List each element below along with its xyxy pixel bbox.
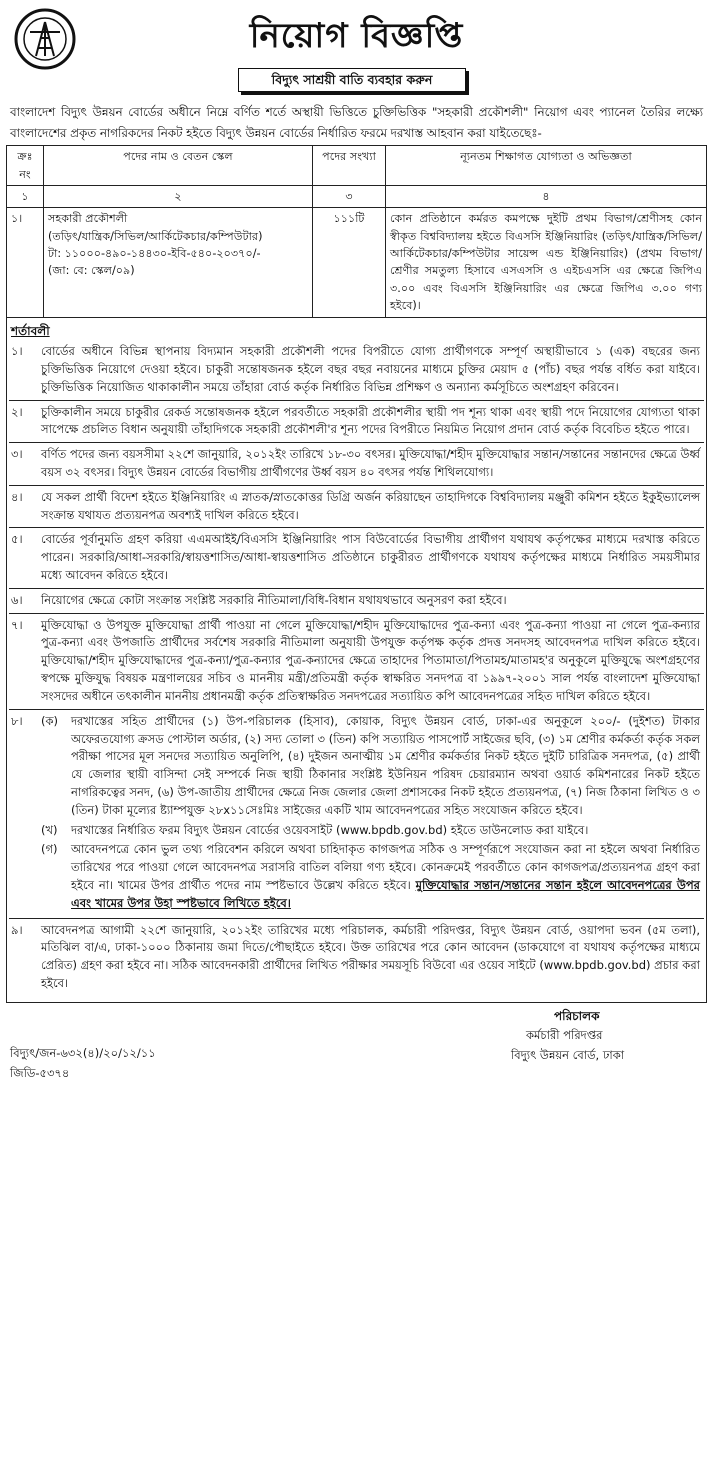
subitem-ga <box>41 841 700 912</box>
term-number: ৩। <box>11 447 23 462</box>
term-text: নিয়োগের ক্ষেত্রে কোটা সংক্রান্ত সংশ্লিষ্ট সরকারি নীতিমালা/বিধি-বিধান যথাযথভাবে অনুসরণ করা হইবে। <box>41 592 507 607</box>
terms-section <box>6 318 707 1003</box>
row-count: ১১১টি <box>313 208 386 317</box>
subitem-label: (ক) <box>41 713 59 728</box>
row-qualification: কোন প্রতিষ্ঠানে কর্মরত কমপক্ষে দুইটি প্রথম বিভাগ/শ্রেণীসহ কোন স্বীকৃত বিশ্ববিদ্যালয় হইতে বিএসসি ইঞ্জিনিয়ারিং (তড়িৎ/যান্ত্রিক/সিভিল/ আর্কিটেকচার/কম্পিউটার সায়েন্স এন্ড ইঞ্জিনিয়ারিং) (প্রথম বিভাগ/শ্রেণীর সমতুল্য হিসাবে এসএসসি ও এইচএসসি এর ক্ষেত্রে জিপিএ ৩.০০ এবং বিএসসি ইঞ্জিনিয়ারিং এর ক্ষেত্রে জিপিএ ৩.০০ গণ্য হইবে)। <box>386 208 707 317</box>
term-item <box>9 340 704 400</box>
subitem-text: আবেদনপত্রে কোন ভুল তথ্য পরিবেশন করিলে অথবা চাহিদাকৃত কাগজপত্র সঠিক ও সম্পূর্ণরূপে সংযোজন করা না হইলে অথবা নির্ধারিত তারিখের পরে পাওয়া গেলে আবেদনপত্র সরাসরি বাতিল বলিয়া গণ্য হইবে। কোনক্রমেই পরবর্তীতে কোন কাগজপত্র/প্রত্যয়নপত্র গ্রহণ করা হইবে না। খামের উপর প্রার্থীত পদের নাম স্পষ্টভাবে উল্লেখ করিতে হইবে। <box>71 842 700 893</box>
subitem-label: (গ) <box>41 842 58 857</box>
term-item <box>9 528 704 588</box>
term-number: ১। <box>11 344 23 359</box>
table-index-row <box>7 186 707 208</box>
term-text: চুক্তিকালীন সময়ে চাকুরীর রেকর্ড সন্তোষজনক হইলে পরবর্তীতে সহকারী প্রকৌশলীর স্থায়ী পদ শূন্য থাকা এবং স্থায়ী পদে নিয়োগের যোগ্যতা থাকা সাপেক্ষে প্রচলিত বিধান অনুযায়ী তাঁহাদিগকে সহকারী প্রকৌশলী'র শূন্য পদের বিপরীতে নিয়মিত নিয়োগ প্রদান বোর্ড কর্তৃক বিবেচিত হইতে পারে। <box>41 404 700 437</box>
post-discipline: (তড়িৎ/যান্ত্রিক/সিভিল/আর্কিটেকচার/কম্পিউটার) <box>48 229 263 243</box>
page-title: নিয়োগ বিজ্ঞপ্তি <box>249 16 464 56</box>
term-number: ৮। <box>11 713 23 728</box>
term-item-documents <box>9 710 704 919</box>
advertisement-page <box>6 4 707 1087</box>
term-item <box>9 486 704 529</box>
subitem-ka <box>41 713 700 820</box>
column-header-serial: ক্রঃ নং <box>7 146 44 186</box>
row-serial: ১। <box>7 208 44 317</box>
term-item <box>9 401 704 444</box>
footer <box>6 1007 707 1087</box>
term-text: বোর্ডের অধীনে বিভিন্ন স্থাপনায় বিদ্যমান সহকারী প্রকৌশলী পদের বিপরীতে যোগ্য প্রার্থীগণকে সম্পূর্ণ অস্থায়ীভাবে ১ (এক) বছরের জন্য চুক্তিভিত্তিক নিয়োগে দেওয়া হইবে। চাকুরী সন্তোষজনক হইলে বছর বছর নবায়নের মাধ্যমে চুক্তির মেয়াদ ৫ (পাঁচ) বছর পর্যন্ত বর্ধিত করা যাইবে। চুক্তিভিত্তিক নিয়োজিত থাকাকালীন সময়ে তাঁহারা বোর্ড কর্তৃক নির্ধারিত বিভিন্ন প্রশিক্ষণ ও অন্যান্য কর্মসূচিতে অংশগ্রহণ করিবেন। <box>41 344 700 394</box>
term-item <box>9 614 704 710</box>
subitem-text-wrapper <box>71 841 700 912</box>
table-header-row <box>7 146 707 186</box>
term-number: ৭। <box>11 617 23 632</box>
subitem-kha <box>41 822 700 840</box>
signatory-organization: বিদ্যুৎ উন্নয়ন বোর্ড, ঢাকা <box>511 1047 625 1062</box>
header <box>6 4 707 102</box>
term-number: ৪। <box>11 489 23 504</box>
terms-title: শর্তাবলী <box>11 323 50 338</box>
subitem-label: (খ) <box>41 822 58 837</box>
signatory-title: পরিচালক <box>554 1008 600 1023</box>
intro-paragraph: বাংলাদেশ বিদ্যুৎ উন্নয়ন বোর্ডের অধীনে নিম্নে বর্ণিত শর্তে অস্থায়ী ভিত্তিতে চুক্তিভিত্তিক "সহকারী প্রকৌশলী" নিয়োগ এবং প্যানেল তৈরির লক্ষ্যে বাংলাদেশের প্রকৃত নাগরিকদের নিকট হইতে বিদ্যুৎ উন্নয়ন বোর্ডের নির্ধারিত ফরমে দরখাস্ত আহবান করা যাইতেছেঃ- <box>10 105 703 140</box>
term-item <box>9 589 704 614</box>
term-item-submission <box>9 919 704 996</box>
term-text: আবেদনপত্র আগামী ২২শে জানুয়ারি, ২০১২ইং তারিখের মধ্যে পরিচালক, কর্মচারী পরিদপ্তর, বিদ্যুৎ উন্নয়ন বোর্ড, ওয়াপদা ভবন (৫ম তলা), মতিঝিল বা/এ, ঢাকা-১০০০ ঠিকানায় জমা দিতে/পৌছাইতে হইবে। উক্ত তারিখের পরে কোন আবেদন (ডাকযোগে বা যথাযথ কর্তৃপক্ষের মাধ্যমে প্রেরিত) গ্রহণ করা হইবে না। সঠিক আবেদনকারী প্রার্থীদের লিখিত পরীক্ষার সময়সূচি বিউবো এর ওয়েব সাইটে (www.bpdb.gov.bd) প্রচার করা হইবে। <box>41 922 700 991</box>
term-subitems <box>41 713 704 915</box>
term-number: ৯। <box>11 922 23 937</box>
table-row <box>7 208 707 317</box>
term-text: যে সকল প্রার্থী বিদেশ হইতে ইঞ্জিনিয়ারিং এ স্নাতক/স্নাতকোত্তর ডিগ্রি অর্জন করিয়াছেন তাহাদিগকে বিশ্ববিদ্যালয় মঞ্জুরী কমিশন হইতে ইকুইভ্যালেন্স সংক্রান্ত যথাযত প্রত্যয়নপত্র অবশ্যই দাখিল করিতে হইবে। <box>41 489 700 522</box>
posts-table <box>6 145 707 317</box>
signatory-department: কর্মচারী পরিদপ্তর <box>526 1027 603 1042</box>
index-cell: ৪ <box>386 186 707 208</box>
column-header-qualification: ন্যূনতম শিক্ষাগত যোগ্যতা ও অভিজ্ঞতা <box>386 146 707 186</box>
memo-reference: বিদ্যুৎ/জন-৬৩২(৪)/২০/১২/১১ <box>10 1045 156 1060</box>
term-item <box>9 443 704 486</box>
index-cell: ২ <box>44 186 313 208</box>
post-name: সহকারী প্রকৌশলী <box>48 212 128 226</box>
term-number: ২। <box>11 404 23 419</box>
subitem-text: দরখাস্তের নির্ধারিত ফরম বিদ্যুৎ উন্নয়ন বোর্ডের ওয়েবসাইট (www.bpdb.gov.bd) হইতে ডাউনলোড করা যাইবে। <box>71 822 589 837</box>
term-number: ৬। <box>11 592 23 607</box>
index-cell: ৩ <box>313 186 386 208</box>
post-grade: (জা: বে: স্কেল/০৯) <box>48 264 135 278</box>
subitem-text: দরখাস্তের সহিত প্রার্থীদের (১) উপ-পরিচালক (হিসাব), কোয়াক, বিদ্যুৎ উন্নয়ন বোর্ড, ঢাকা-এর অনুকূলে ২০০/- (দুইশত) টাকার অফেরতযোগ্য ক্রসড পোস্টাল অর্ডার, (২) সদ্য তোলা ৩ (তিন) কপি সত্যায়িত পাসপোর্ট সাইজের ছবি, (৩) ১ম শ্রেণীর কর্মকর্তা কর্তৃক সকল পরীক্ষা পাসের মূল সনদের সত্যায়িত অনুলিপি, (৪) দুইজন অনাত্মীয় ১ম শ্রেণীর কর্মকর্তার নিকট হইতে দুইটি চারিত্রিক সনদপত্র, (৫) প্রার্থী যে জেলার স্থায়ী বাসিন্দা সেই সম্পর্কে নিজ স্থায়ী ঠিকানার সংশ্লিষ্ট ইউনিয়ন পরিষদ চেয়ারম্যান অথবা ওয়ার্ড কমিশনারের নিকট হইতে নাগরিকত্বের সনদ, (৬) উপ-জাতীয় প্রার্থীদের ক্ষেত্রে নিজ জেলার জেলা প্রশাসকের নিকট হইতে প্রত্যয়নপত্র, (৭) নিজ ঠিকানা লিখিত ও ৩ (তিন) টাকা মূল্যের ষ্ট্যাম্পযুক্ত ২৮x১১সেঃমিঃ সাইজের একটি খাম আবেদনপত্রের সহিত সংযোজন করিতে হইবে। <box>71 713 700 817</box>
term-text: বর্ণিত পদের জন্য বয়সসীমা ২২শে জানুয়ারি, ২০১২ইং তারিখে ১৮-৩০ বৎসর। মুক্তিযোদ্ধা/শহীদ মুক্তিযোদ্ধার সন্তান/সন্তানের সন্তানদের ক্ষেত্রে উর্ধ্ব বয়স ৩২ বৎসর। বিদ্যুৎ উন্নয়ন বোর্ডের বিভাগীয় প্রার্থীগণের উর্ধ্ব বয়স ৪০ বৎসর পর্যন্ত শিথিলযোগ্য। <box>41 447 700 479</box>
term-text: বোর্ডের পূর্বানুমতি গ্রহণ করিয়া এএমআইই/বিএসসি ইঞ্জিনিয়ারিং পাস বিউবোর্ডের বিভাগীয় প্রার্থীগণ যথাযথ কর্তৃপক্ষের মাধ্যমে দরখাস্ত করিতে পারেন। সরকারি/আধা-সরকারি/স্বায়ত্তশাসিত/আধা-স্বায়ত্তশাসিত প্রতিষ্ঠানে চাকুরীরত প্রার্থীগণকে যথাযথ কর্তৃপক্ষের মাধ্যমে নির্ধারিত সময়সীমার মধ্যে আবেদন করিতে হইবে। <box>41 532 700 583</box>
post-pay-scale: টা: ১১০০০-৪৯০-১৪৪৩০-ইবি-৫৪০-২০৩৭০/- <box>48 247 261 261</box>
index-cell: ১ <box>7 186 44 208</box>
row-post <box>44 208 313 317</box>
freedom-fighter-emphasis: মুক্তিযোদ্ধার সন্তান/সন্তানের সন্তান হইলে আবেদনপত্রের উপর এবং খামের উপর উহা স্পষ্টভাবে লিখিতে হইবে। <box>71 878 701 910</box>
column-header-post: পদের নাম ও বেতন স্কেল <box>44 146 313 186</box>
column-header-count: পদের সংখ্যা <box>313 146 386 186</box>
term-text: মুক্তিযোদ্ধা ও উপযুক্ত মুক্তিযোদ্ধা প্রার্থী পাওয়া না গেলে মুক্তিযোদ্ধা/শহীদ মুক্তিযোদ্ধাদের পুত্র-কন্যা এবং পুত্র-কন্যা পাওয়া না গেলে পুত্র-কন্যার পুত্র-কন্যা এবং উপজাতি প্রার্থীদের সর্বশেষ সরকারি নীতিমালা অনুযায়ী উপযুক্ত কর্তৃপক্ষ কর্তৃক প্রদত্ত সনদসহ আবেদনপত্র দাখিল করিতে হইবে। মুক্তিযোদ্ধা/শহীদ মুক্তিযোদ্ধাদের পুত্র-কন্যা/পুত্র-কন্যার পুত্র-কন্যাদের ক্ষেত্রে তাহাদের পিতামাতা/পিতামহ/মাতামহ'র অনুকূলে মুক্তিযুদ্ধে অংশগ্রহণের স্বপক্ষে মুক্তিযুদ্ধ বিষয়ক মন্ত্রণালয়ের সচিব ও মাননীয় মন্ত্রী/প্রতিমন্ত্রী কর্তৃক স্বাক্ষরিত সনদপত্র বা ১৯৯৭-২০০১ সাল পর্যন্ত বাংলাদেশ মুক্তিযোদ্ধা সংসদের অধীনে তৎকালীন মাননীয় প্রধানমন্ত্রী কর্তৃক প্রতিস্বাক্ষরিত সনদপত্রের সত্যায়িত কপি আবেদনপত্রের সহিত দাখিল করিতে হইবে। <box>41 617 700 703</box>
term-number: ৫। <box>11 532 23 547</box>
slogan-box: বিদ্যুৎ সাশ্রয়ী বাতি ব্যবহার করুন <box>238 68 466 92</box>
gd-reference: জিডি-৫৩৭৪ <box>10 1065 70 1080</box>
